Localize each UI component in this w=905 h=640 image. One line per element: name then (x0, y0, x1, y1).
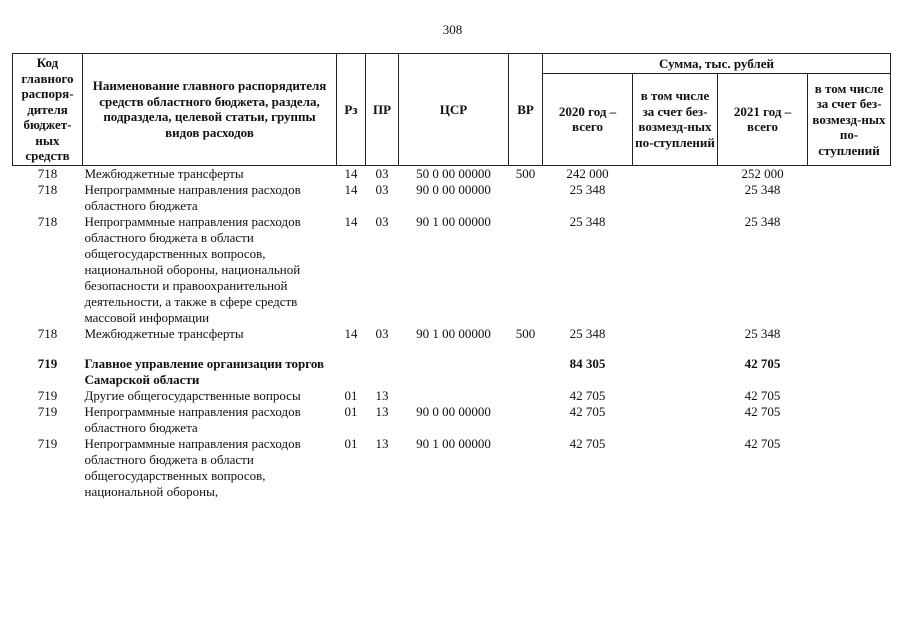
cell-csr: 90 1 00 00000 (416, 435, 491, 451)
cell-2021-total: 25 348 (744, 213, 781, 229)
header-rz: Рз (337, 54, 366, 166)
cell-pr: 13 (375, 387, 389, 403)
cell-2020-gratuitous (633, 342, 718, 388)
cell-rz: 14 (344, 213, 358, 229)
header-2021-gratuitous: в том числе за счет без-возмезд-ных по-ступлений (808, 74, 891, 166)
table-row (13, 326, 891, 342)
header-sum: Сумма, тыс. рублей (543, 54, 891, 74)
cell-name: Непрограммные направления расходов областного бюджета (84, 403, 301, 435)
cell-name: Межбюджетные трансферты (84, 165, 244, 181)
cell-2020-total: 84 305 (569, 355, 606, 371)
cell-vr: 500 (515, 325, 536, 341)
header-pr: ПР (366, 54, 399, 166)
header-name: Наименование главного распорядителя средств областного бюджета, раздела, подраздела, целевой статьи, группы видов расходов (83, 54, 337, 166)
cell-2020-total: 42 705 (569, 387, 606, 403)
table-row (13, 214, 891, 326)
cell-2020-total: 25 348 (569, 213, 606, 229)
cell-2021-gratuitous (808, 436, 891, 500)
cell-rz: 14 (344, 165, 358, 181)
header-2021-total: 2021 год – всего (718, 74, 808, 166)
cell-2021-gratuitous (808, 182, 891, 214)
cell-2020-total: 42 705 (569, 435, 606, 451)
cell-pr (366, 342, 399, 388)
cell-2020-total: 25 348 (569, 325, 606, 341)
page-number: 308 (442, 22, 463, 37)
cell-rz: 01 (344, 435, 358, 451)
cell-rz (337, 342, 366, 388)
table-row (13, 436, 891, 500)
cell-csr: 90 1 00 00000 (416, 325, 491, 341)
cell-2021-total: 25 348 (744, 181, 781, 197)
cell-vr (509, 182, 543, 214)
cell-code: 719 (37, 435, 58, 451)
cell-name: Другие общегосударственные вопросы (84, 387, 301, 403)
cell-2021-total: 42 705 (744, 355, 781, 371)
cell-2020-gratuitous (633, 182, 718, 214)
cell-2021-gratuitous (808, 165, 891, 182)
cell-csr: 90 1 00 00000 (416, 213, 491, 229)
cell-2021-total: 42 705 (744, 435, 781, 451)
cell-code: 718 (37, 325, 58, 341)
cell-rz: 01 (344, 387, 358, 403)
cell-2020-gratuitous (633, 436, 718, 500)
cell-rz: 01 (344, 403, 358, 419)
header-vr: ВР (509, 54, 543, 166)
cell-2021-gratuitous (808, 388, 891, 404)
header-2020-total: 2020 год – всего (543, 74, 633, 166)
cell-2021-total: 25 348 (744, 325, 781, 341)
cell-vr (509, 404, 543, 436)
cell-pr: 03 (375, 165, 389, 181)
cell-csr (399, 388, 509, 404)
cell-name: Межбюджетные трансферты (84, 325, 244, 341)
cell-2020-gratuitous (633, 214, 718, 326)
table-row (13, 165, 891, 182)
cell-csr: 50 0 00 00000 (416, 165, 491, 181)
cell-2020-total: 42 705 (569, 403, 606, 419)
cell-pr: 03 (375, 213, 389, 229)
table-header (13, 54, 891, 166)
cell-name: Непрограммные направления расходов областного бюджета в области общегосударственных вопросов, национальной обороны, (84, 435, 301, 499)
cell-code: 719 (37, 387, 58, 403)
header-2020-gratuitous: в том числе за счет без-возмезд-ных по-ступлений (633, 74, 718, 166)
cell-2020-gratuitous (633, 326, 718, 342)
table-row (13, 342, 891, 388)
table-row (13, 404, 891, 436)
cell-2020-total: 242 000 (566, 165, 609, 181)
cell-vr: 500 (515, 165, 536, 181)
cell-pr: 13 (375, 403, 389, 419)
cell-rz: 14 (344, 181, 358, 197)
cell-name: Главное управление организации торгов Самарской области (84, 355, 325, 387)
cell-csr: 90 0 00 00000 (416, 403, 491, 419)
cell-code: 719 (37, 355, 58, 371)
table-row (13, 182, 891, 214)
cell-2020-total: 25 348 (569, 181, 606, 197)
header-csr: ЦСР (399, 54, 509, 166)
cell-pr: 03 (375, 181, 389, 197)
cell-vr (509, 436, 543, 500)
table-body (13, 165, 891, 500)
cell-2021-gratuitous (808, 326, 891, 342)
cell-code: 719 (37, 403, 58, 419)
cell-code: 718 (37, 213, 58, 229)
cell-csr (399, 342, 509, 388)
cell-name: Непрограммные направления расходов областного бюджета (84, 181, 301, 213)
cell-2020-gratuitous (633, 404, 718, 436)
cell-2021-total: 42 705 (744, 403, 781, 419)
cell-csr: 90 0 00 00000 (416, 181, 491, 197)
cell-2021-total: 252 000 (741, 165, 784, 181)
header-code: Код главного распоря-дителя бюджет-ных средств (13, 54, 83, 166)
budget-table (12, 53, 891, 500)
cell-2021-gratuitous (808, 342, 891, 388)
cell-2020-gratuitous (633, 165, 718, 182)
cell-rz: 14 (344, 325, 358, 341)
cell-code: 718 (37, 165, 58, 181)
cell-vr (509, 342, 543, 388)
cell-2021-gratuitous (808, 214, 891, 326)
cell-vr (509, 214, 543, 326)
cell-vr (509, 388, 543, 404)
cell-code: 718 (37, 181, 58, 197)
cell-2021-gratuitous (808, 404, 891, 436)
table-row (13, 388, 891, 404)
cell-2020-gratuitous (633, 388, 718, 404)
cell-pr: 03 (375, 325, 389, 341)
cell-name: Непрограммные направления расходов областного бюджета в области общегосударственных вопросов, национальной обороны, национальной безопасности и правоохранительной деятельности, а также в сфере средств массовой информации (84, 213, 301, 325)
cell-2021-total: 42 705 (744, 387, 781, 403)
cell-pr: 13 (375, 435, 389, 451)
